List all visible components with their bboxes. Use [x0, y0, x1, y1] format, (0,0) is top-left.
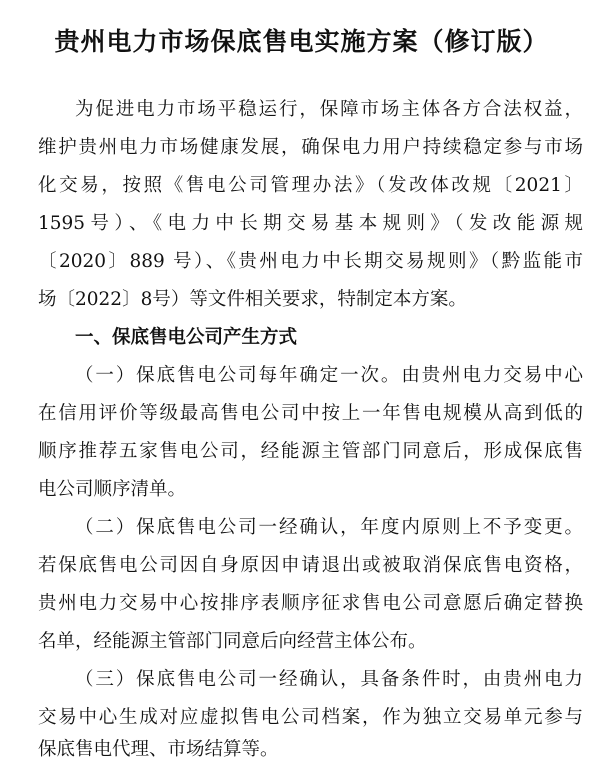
intro-line: 为促进电力市场平稳运行，保障市场主体各方合法权益， [75, 99, 583, 120]
intro-line: 维护贵州电力市场健康发展，确保电力用户持续稳定参与市场 [38, 137, 583, 158]
paragraph-line: 交易中心生成对应虚拟售电公司档案，作为独立交易单元参与 [38, 707, 583, 728]
intro-line: 化交易，按照《售电公司管理办法》（发改体改规〔2021〕 [38, 175, 583, 196]
paragraph-line: 保底售电代理、市场结算等。 [38, 739, 279, 760]
document-title: 贵州电力市场保底售电实施方案（修订版） [54, 27, 549, 56]
paragraph-line: 若保底售电公司因自身原因申请退出或被取消保底售电资格， [38, 555, 583, 576]
intro-line: 〔2020〕889 号）、《贵州电力中长期交易规则》（黔监能市 [38, 251, 583, 272]
paragraph-line: 顺序推荐五家售电公司，经能源主管部门同意后，形成保底售 [38, 441, 583, 462]
paragraph-line: （二）保底售电公司一经确认，年度内原则上不予变更。 [75, 517, 583, 538]
paragraph-line: 贵州电力交易中心按排序表顺序征求售电公司意愿后确定替换 [38, 593, 583, 614]
intro-line: 1595号）、《电力中长期交易基本规则》（发改能源规 [38, 213, 583, 234]
paragraph-line: 电公司顺序清单。 [38, 479, 187, 500]
paragraph-line: （一）保底售电公司每年确定一次。由贵州电力交易中心 [75, 365, 583, 386]
paragraph-line: 在信用评价等级最高售电公司中按上一年售电规模从高到低的 [38, 403, 583, 424]
paragraph-line: （三）保底售电公司一经确认，具备条件时，由贵州电力 [75, 669, 583, 690]
section-heading: 一、保底售电公司产生方式 [75, 327, 298, 348]
paragraph-line: 名单，经能源主管部门同意后向经营主体公布。 [38, 631, 427, 652]
intro-line: 场〔2022〕8号）等文件相关要求，特制定本方案。 [38, 289, 467, 310]
